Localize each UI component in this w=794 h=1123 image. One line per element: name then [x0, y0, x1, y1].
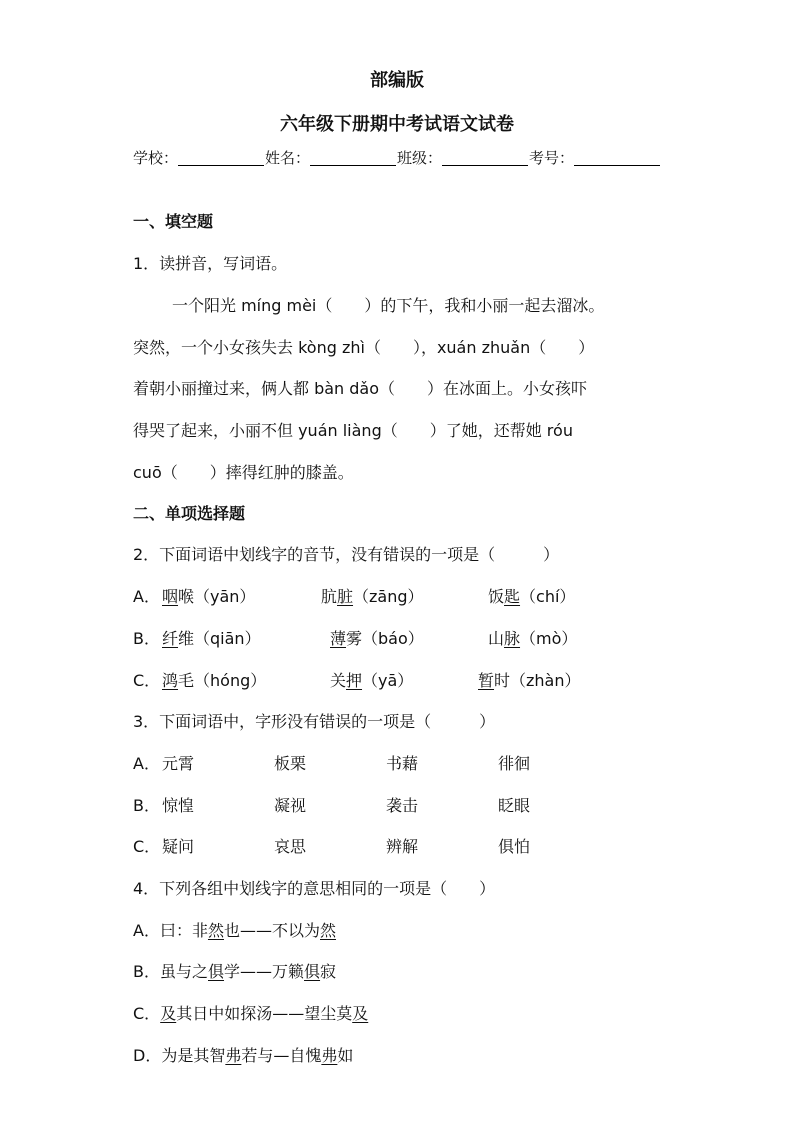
question-1-line: 突然，一个小女孩失去 kòng zhì（ ），xuán zhuǎn（ ）: [133, 338, 595, 357]
option-item: 纤维（qiān）: [162, 629, 261, 648]
option-word: 元霄: [162, 754, 195, 773]
option-item: 咽喉（yān）: [162, 587, 256, 606]
option-item: 薄雾（báo）: [330, 629, 424, 648]
class-label: 班级：: [397, 149, 443, 167]
option-item: 暂时（zhàn）: [478, 671, 581, 690]
question-3-stem: 3．下面词语中，字形没有错误的一项是（ ）: [133, 712, 496, 731]
option-word: 惊惶: [162, 796, 195, 815]
option-word: 书藉: [386, 754, 419, 773]
option-item: 关押（yā）: [330, 671, 414, 690]
option-line: B．虽与之俱学——万籁俱寂: [133, 962, 337, 981]
option-line: C．及其日中如探汤——望尘莫及: [133, 1004, 369, 1023]
option-word: 徘徊: [498, 754, 531, 773]
question-2-stem: 2．下面词语中划线字的音节，没有错误的一项是（ ）: [133, 545, 560, 564]
option-word: 眨眼: [498, 796, 531, 815]
name-field[interactable]: [310, 149, 396, 166]
option-word: 俱怕: [498, 837, 531, 856]
option-word: 袭击: [386, 796, 419, 815]
option-line: D．为是其智弗若与—自愧弗如: [133, 1046, 354, 1065]
question-1-line: 得哭了起来，小丽不但 yuán liàng（ ）了她，还帮她 róu: [133, 421, 573, 440]
question-1-line: cuō（ ）摔得红肿的膝盖。: [133, 463, 354, 482]
option-word: 辨解: [386, 837, 419, 856]
option-word: 哀思: [274, 837, 307, 856]
exam-number-field[interactable]: [574, 149, 660, 166]
option-item: 饭匙（chí）: [488, 587, 576, 606]
question-1-line: 着朝小丽撞过来，俩人都 bàn dǎo（ ）在冰面上。小女孩吓: [133, 379, 588, 398]
question-4-stem: 4．下列各组中划线字的意思相同的一项是（ ）: [133, 879, 496, 898]
option-label: A．: [133, 754, 160, 773]
option-label: A．: [133, 587, 160, 606]
option-label: B．: [133, 796, 160, 815]
class-field[interactable]: [442, 149, 528, 166]
option-label: C．: [133, 837, 161, 856]
school-field[interactable]: [178, 149, 264, 166]
name-label: 姓名：: [265, 149, 311, 167]
edition-title: 部编版: [370, 70, 424, 91]
option-word: 疑问: [162, 837, 195, 856]
option-line: A．曰：非然也——不以为然: [133, 921, 337, 940]
section-heading-single-choice: 二、单项选择题: [133, 504, 246, 523]
question-1-stem: 1．读拼音，写词语。: [133, 254, 288, 273]
option-label: B．: [133, 629, 160, 648]
option-label: C．: [133, 671, 161, 690]
school-label: 学校：: [133, 149, 179, 167]
exam-number-label: 考号：: [529, 149, 575, 167]
option-item: 鸿毛（hóng）: [162, 671, 267, 690]
option-item: 山脉（mò）: [488, 629, 578, 648]
option-word: 凝视: [274, 796, 307, 815]
exam-title: 六年级下册期中考试语文试卷: [280, 114, 514, 135]
section-heading-fill-blank: 一、填空题: [133, 212, 214, 231]
option-item: 肮脏（zāng）: [321, 587, 424, 606]
question-1-line: 一个阳光 míng mèi（ ）的下午，我和小丽一起去溜冰。: [172, 296, 605, 315]
student-info-row: [133, 147, 661, 168]
option-word: 板栗: [274, 754, 307, 773]
